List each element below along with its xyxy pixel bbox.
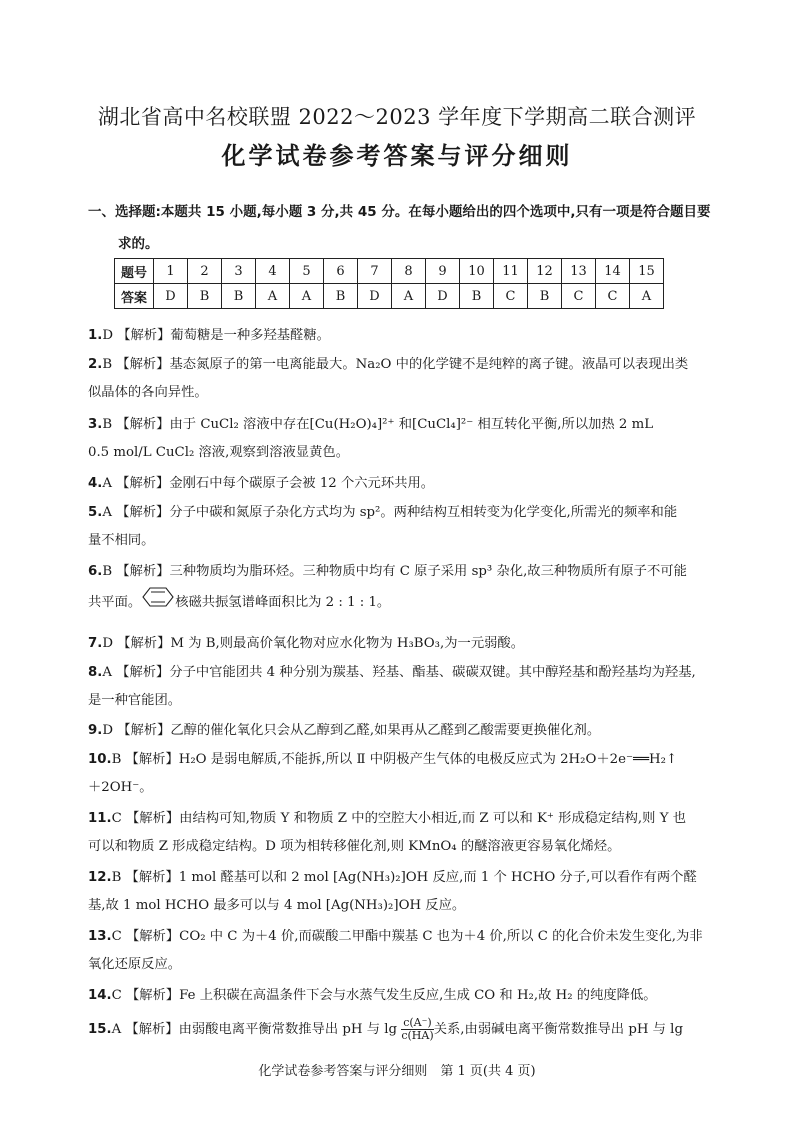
section-heading <box>88 196 716 260</box>
item-line: ＋2OH⁻。 <box>88 780 153 795</box>
answer-item-15 <box>88 1016 710 1044</box>
answer-item-1 <box>88 322 710 350</box>
item-number: 2. <box>88 357 103 372</box>
molecule-structure-icon <box>141 586 175 619</box>
table-cell: B <box>222 284 256 309</box>
item-line: C 【解析】由结构可知,物质 Y 和物质 Z 中的空腔大小相近,而 Z 可以和 K⁺ 形成稳定结构,则 Y 也 <box>111 811 686 826</box>
section-heading-line2: 求的。 <box>118 236 159 252</box>
item-line: D 【解析】乙醇的催化氧化只会从乙醇到乙醛,如果再从乙醛到乙酸需要更换催化剂。 <box>102 723 601 738</box>
table-cell: B <box>460 284 494 309</box>
item-number: 15. <box>88 1022 112 1037</box>
item-line: D 【解析】M 为 B,则最高价氧化物对应水化物为 H₃BO₃,为一元弱酸。 <box>102 636 525 651</box>
answer-item-8 <box>88 659 710 715</box>
item-number: 7. <box>88 636 103 651</box>
item-line: 可以和物质 Z 形成稳定结构。D 项为相转移催化剂,则 KMnO₄ 的醚溶液更容易氧化烯烃。 <box>88 839 621 854</box>
item-number: 6. <box>88 564 103 579</box>
fraction-numerator: c(A⁻) <box>403 1016 432 1029</box>
table-cell: 5 <box>290 259 324 284</box>
answer-item-10 <box>88 746 710 802</box>
table-cell: 1 <box>154 259 188 284</box>
answer-item-12 <box>88 864 710 920</box>
item-number: 9. <box>88 723 103 738</box>
table-cell: 4 <box>256 259 290 284</box>
item-line: B 【解析】H₂O 是弱电解质,不能拆,所以 Ⅱ 中阴极产生气体的电极反应式为 2H₂O＋2e⁻══H₂↑ <box>111 752 678 767</box>
table-cell: 3 <box>222 259 256 284</box>
answer-item-3 <box>88 411 710 467</box>
item-line: A 【解析】由弱酸电离平衡常数推导出 pH 与 lg <box>111 1022 402 1037</box>
answer-item-2 <box>88 351 710 407</box>
table-cell: C <box>494 284 528 309</box>
table-cell: 8 <box>392 259 426 284</box>
table-cell: D <box>154 284 188 309</box>
answer-item-9 <box>88 717 710 745</box>
page-footer: 化学试卷参考答案与评分细则 第 1 页(共 4 页) <box>258 1064 536 1079</box>
item-line: C 【解析】Fe 上积碳在高温条件下会与水蒸气发生反应,生成 CO 和 H₂,故 H₂ 的纯度降低。 <box>111 988 657 1003</box>
item-line: D 【解析】葡萄糖是一种多羟基醛糖。 <box>102 328 330 343</box>
item-number: 3. <box>88 417 103 432</box>
table-row-label: 答案 <box>115 284 154 309</box>
item-line: 是一种官能团。 <box>88 693 182 708</box>
answer-item-7 <box>88 630 710 658</box>
document-subtitle: 化学试卷参考答案与评分细则 <box>221 142 573 170</box>
table-cell: A <box>392 284 426 309</box>
table-cell: 9 <box>426 259 460 284</box>
item-number: 11. <box>88 811 112 826</box>
table-cell: 11 <box>494 259 528 284</box>
item-number: 1. <box>88 328 103 343</box>
answer-item-11 <box>88 805 710 861</box>
answer-table-row-answers <box>115 284 664 309</box>
item-line: 核磁共振氢谱峰面积比为 2 : 1 : 1。 <box>175 595 391 610</box>
table-cell: 10 <box>460 259 494 284</box>
item-number: 5. <box>88 505 103 520</box>
table-cell: 14 <box>596 259 630 284</box>
item-line: 0.5 mol/L CuCl₂ 溶液,观察到溶液显黄色。 <box>88 445 349 460</box>
table-cell: 2 <box>188 259 222 284</box>
answer-item-13 <box>88 923 710 979</box>
answer-item-6 <box>88 558 710 619</box>
item-line: A 【解析】分子中官能团共 4 种分别为羰基、羟基、酯基、碳碳双键。其中醇羟基和酚羟基均为羟基, <box>102 665 696 680</box>
answer-table-row-numbers <box>115 259 664 284</box>
table-cell: A <box>290 284 324 309</box>
answer-item-5 <box>88 499 710 555</box>
table-cell: 12 <box>528 259 562 284</box>
section-heading-line1: 一、选择题:本题共 15 小题,每小题 3 分,共 45 分。在每小题给出的四个选项中,只有一项是符合题目要 <box>88 204 711 220</box>
item-line: 似晶体的各向异性。 <box>88 385 208 400</box>
table-cell: A <box>630 284 664 309</box>
table-cell: C <box>562 284 596 309</box>
item-number: 12. <box>88 870 112 885</box>
item-line: A 【解析】分子中碳和氮原子杂化方式均为 sp²。两种结构互相转变为化学变化,所需光的频率和能 <box>102 505 678 520</box>
table-cell: D <box>358 284 392 309</box>
item-line: 氧化还原反应。 <box>88 957 182 972</box>
table-row-label: 题号 <box>115 259 154 284</box>
fraction-denominator: c(HA) <box>401 1029 434 1042</box>
table-cell: B <box>188 284 222 309</box>
item-number: 8. <box>88 665 103 680</box>
item-number: 13. <box>88 929 112 944</box>
answer-item-14 <box>88 982 710 1010</box>
item-line: 关系,由弱碱电离平衡常数推导出 pH 与 lg <box>433 1022 683 1037</box>
answer-item-4 <box>88 470 710 498</box>
item-line: B 【解析】1 mol 醛基可以和 2 mol [Ag(NH₃)₂]OH 反应,而 1 个 HCHO 分子,可以看作有两个醛 <box>111 870 697 885</box>
table-cell: 15 <box>630 259 664 284</box>
item-line: B 【解析】由于 CuCl₂ 溶液中存在[Cu(H₂O)₄]²⁺ 和[CuCl₄]²⁻ 相互转化平衡,所以加热 2 mL <box>102 417 654 432</box>
item-line: 基,故 1 mol HCHO 最多可以与 4 mol [Ag(NH₃)₂]OH 反应。 <box>88 898 466 913</box>
table-cell: C <box>596 284 630 309</box>
item-line: B 【解析】三种物质均为脂环烃。三种物质中均有 C 原子采用 sp³ 杂化,故三种物质所有原子不可能 <box>102 564 687 579</box>
table-cell: 7 <box>358 259 392 284</box>
table-cell: 13 <box>562 259 596 284</box>
item-line: A 【解析】金刚石中每个碳原子会被 12 个六元环共用。 <box>102 476 435 491</box>
item-line: 共平面。 <box>88 595 142 610</box>
item-line: 量不相同。 <box>88 533 155 548</box>
item-line: C 【解析】CO₂ 中 C 为＋4 价,而碳酸二甲酯中羰基 C 也为＋4 价,所以 C 的化合价未发生变化,为非 <box>111 929 703 944</box>
table-cell: 6 <box>324 259 358 284</box>
answer-table <box>114 258 664 309</box>
document-title: 湖北省高中名校联盟 2022～2023 学年度下学期高二联合测评 <box>97 105 697 129</box>
table-cell: D <box>426 284 460 309</box>
table-cell: B <box>324 284 358 309</box>
item-number: 10. <box>88 752 112 767</box>
table-cell: A <box>256 284 290 309</box>
item-line: B 【解析】基态氮原子的第一电离能最大。Na₂O 中的化学键不是纯粹的离子键。液晶可以表现出类 <box>102 357 689 372</box>
fraction <box>401 1017 434 1042</box>
table-cell: B <box>528 284 562 309</box>
item-number: 4. <box>88 476 103 491</box>
item-number: 14. <box>88 988 112 1003</box>
